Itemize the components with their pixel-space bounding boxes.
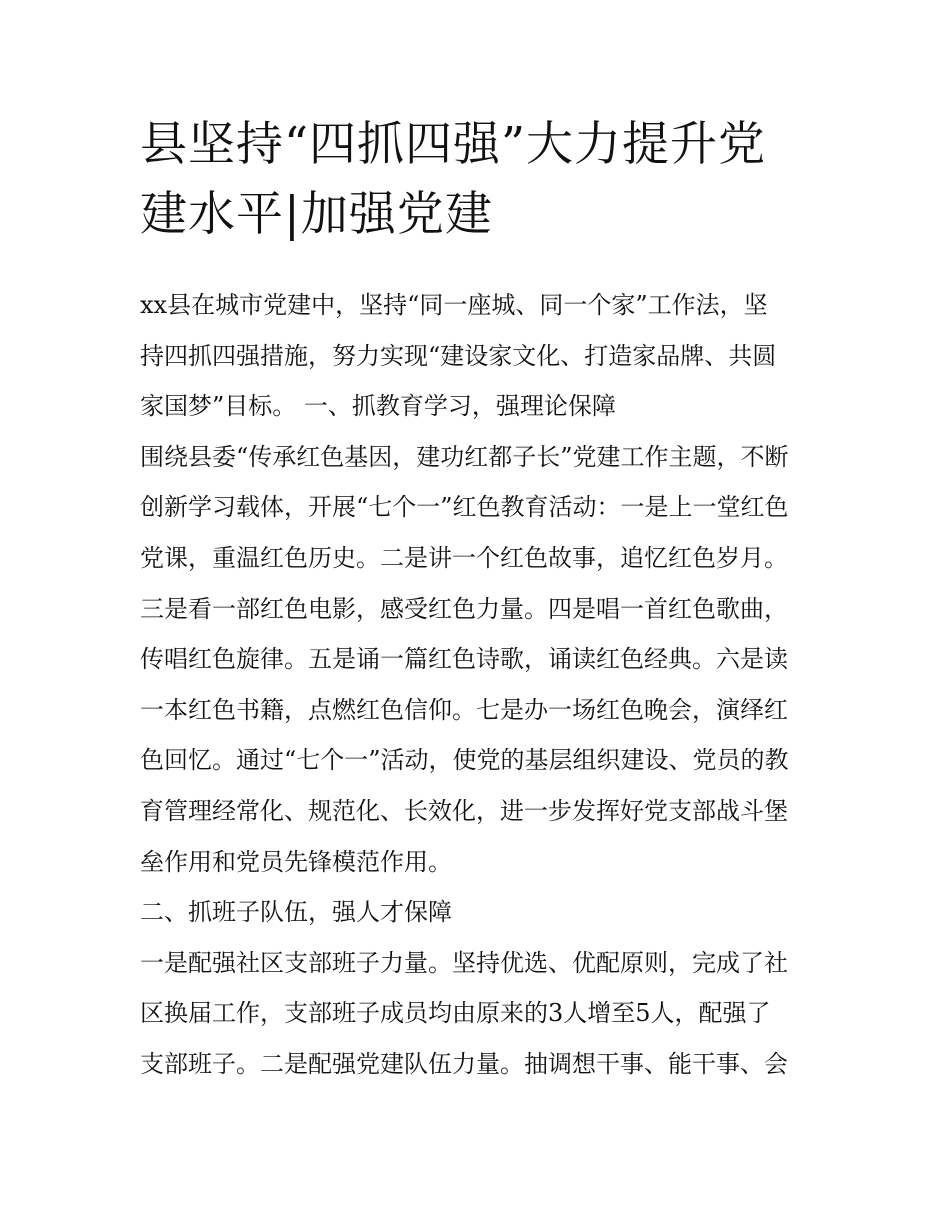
body-line: 支部班子。二是配强党建队伍力量。抽调想干事、能干事、会 bbox=[140, 1049, 788, 1078]
body-line: 一是配强社区支部班子力量。坚持优选、优配原则，完成了社 bbox=[140, 948, 788, 977]
body-line: 持四抓四强措施，努力实现“建设家文化、打造家品牌、共圆 bbox=[140, 341, 777, 370]
body-line: 育管理经常化、规范化、长效化，进一步发挥好党支部战斗堡 bbox=[140, 796, 788, 825]
body-line: 家国梦”目标。 一、抓教育学习，强理论保障 bbox=[140, 392, 616, 421]
body-line: 创新学习载体，开展“七个一”红色教育活动：一是上一堂红色 bbox=[140, 493, 789, 522]
body-line: 色回忆。通过“七个一”活动，使党的基层组织建设、党员的教 bbox=[140, 746, 789, 775]
body-line: 传唱红色旋律。五是诵一篇红色诗歌，诵读红色经典。六是读 bbox=[140, 645, 788, 674]
body-line: 三是看一部红色电影，感受红色力量。四是唱一首红色歌曲， bbox=[140, 594, 788, 623]
section-heading: 二、抓班子队伍，强人才保障 bbox=[140, 898, 452, 927]
title-line: 建水平|加强党建 bbox=[140, 187, 493, 242]
body-line: 区换届工作，支部班子成员均由原来的3人增至5人，配强了 bbox=[140, 999, 771, 1028]
body-line: 垒作用和党员先锋模范作用。 bbox=[140, 847, 452, 876]
body-line: xx县在城市党建中，坚持“同一座城、同一个家”工作法，坚 bbox=[140, 291, 768, 319]
body-line: 党课，重温红色历史。二是讲一个红色故事，追忆红色岁月。 bbox=[140, 543, 788, 572]
document-body bbox=[140, 280, 820, 1090]
body-line: 围绕县委“传承红色基因，建功红都子长”党建工作主题，不断 bbox=[140, 442, 789, 471]
document-title bbox=[140, 110, 820, 250]
title-line: 县坚持“四抓四强”大力提升党 bbox=[140, 117, 767, 172]
body-line: 一本红色书籍，点燃红色信仰。七是办一场红色晚会，演绎红 bbox=[140, 695, 788, 724]
